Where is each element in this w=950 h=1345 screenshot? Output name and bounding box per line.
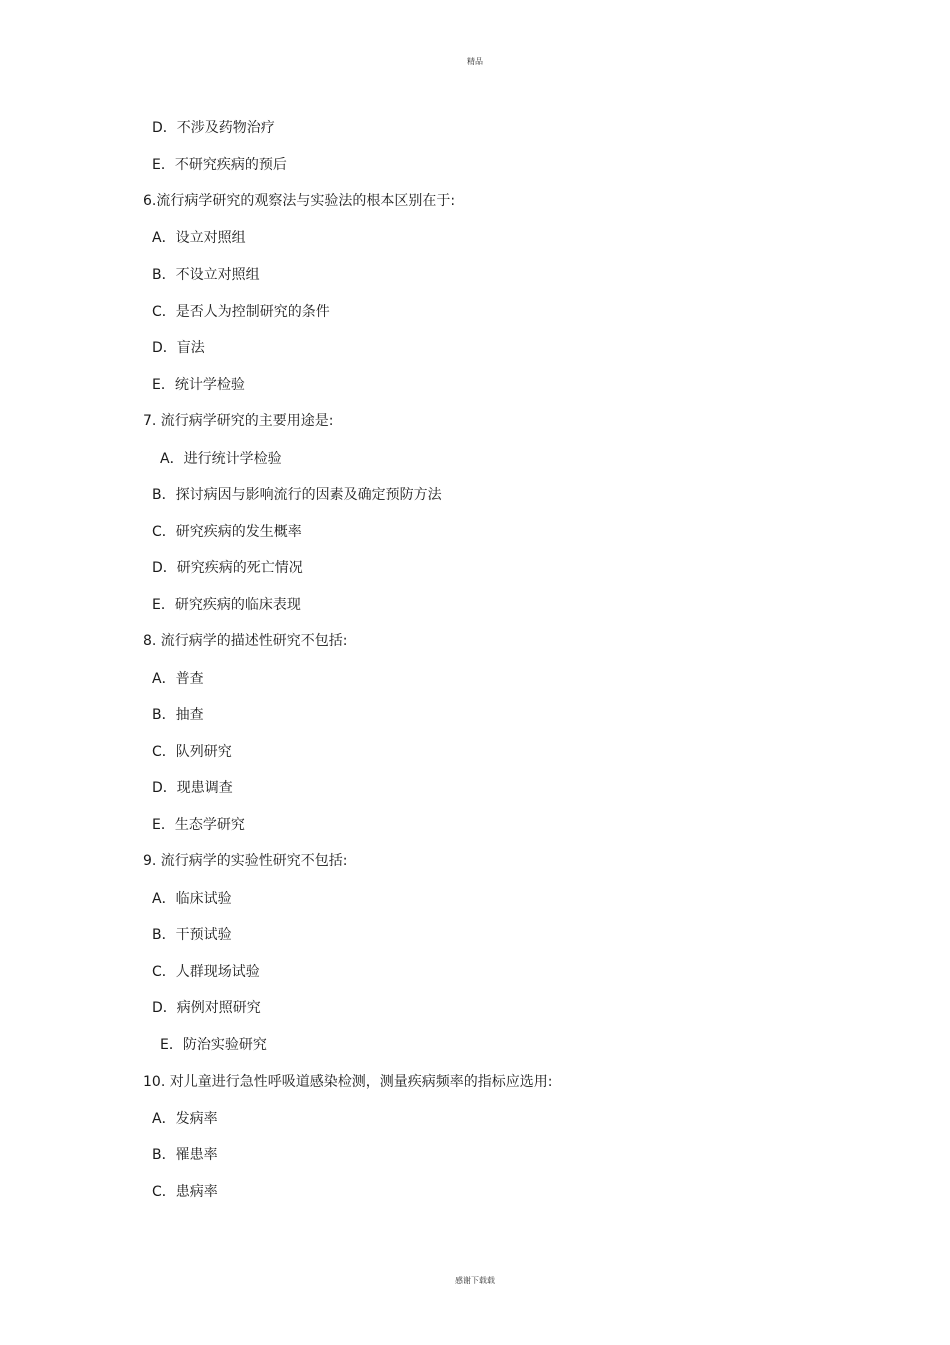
option-7d: D．研究疾病的死亡情况 bbox=[152, 560, 303, 576]
option-6b: B．不设立对照组 bbox=[152, 267, 260, 283]
option-5d: D．不涉及药物治疗 bbox=[152, 120, 275, 136]
option-9a: A．临床试验 bbox=[152, 891, 232, 907]
question-10: 10. 对儿童进行急性呼吸道感染检测，测量疾病频率的指标应选用: bbox=[143, 1074, 553, 1090]
option-8a: A．普查 bbox=[152, 671, 204, 687]
option-7b: B．探讨病因与影响流行的因素及确定预防方法 bbox=[152, 487, 442, 503]
option-6a: A．设立对照组 bbox=[152, 230, 246, 246]
option-9d: D．病例对照研究 bbox=[152, 1000, 261, 1016]
option-8b: B．抽查 bbox=[152, 707, 204, 723]
question-7: 7. 流行病学研究的主要用途是: bbox=[143, 413, 334, 429]
option-9b: B．干预试验 bbox=[152, 927, 232, 943]
page-header: 精品 bbox=[467, 57, 483, 66]
option-8e: E．生态学研究 bbox=[152, 817, 245, 833]
option-7e: E．研究疾病的临床表现 bbox=[152, 597, 301, 613]
option-8c: C．队列研究 bbox=[152, 744, 232, 760]
option-10b: B．罹患率 bbox=[152, 1147, 218, 1163]
option-6e: E．统计学检验 bbox=[152, 377, 245, 393]
option-9c: C．人群现场试验 bbox=[152, 964, 260, 980]
question-9: 9. 流行病学的实验性研究不包括: bbox=[143, 853, 348, 869]
question-8: 8. 流行病学的描述性研究不包括: bbox=[143, 633, 348, 649]
option-9e: E．防治实验研究 bbox=[160, 1037, 267, 1053]
page-footer: 感谢下载载 bbox=[455, 1276, 495, 1285]
option-5e: E．不研究疾病的预后 bbox=[152, 157, 287, 173]
option-10a: A．发病率 bbox=[152, 1111, 218, 1127]
question-6: 6.流行病学研究的观察法与实验法的根本区别在于: bbox=[143, 193, 456, 209]
option-7c: C．研究疾病的发生概率 bbox=[152, 524, 302, 540]
option-6d: D．盲法 bbox=[152, 340, 205, 356]
option-7a: A．进行统计学检验 bbox=[160, 451, 282, 467]
option-6c: C．是否人为控制研究的条件 bbox=[152, 304, 330, 320]
option-8d: D．现患调查 bbox=[152, 780, 233, 796]
option-10c: C．患病率 bbox=[152, 1184, 218, 1200]
